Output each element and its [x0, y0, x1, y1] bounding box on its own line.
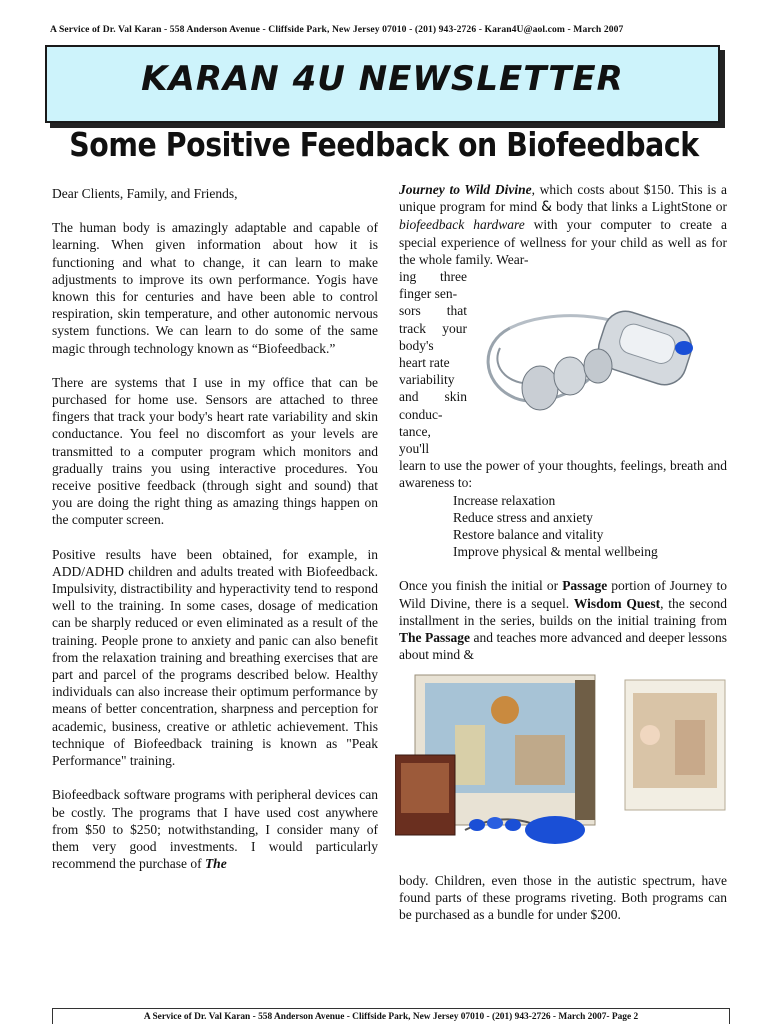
page-footer: [52, 1008, 730, 1024]
wild-divine-text-a: , which costs about $150. This is a unique program for mind: [399, 182, 727, 215]
footer-service-line: A Service of Dr. Val Karan - 558 Anderson Avenue - Cliffside Park, New Jersey 07010 - (201) 943-2726 - March 2007- Page 2: [143, 1012, 639, 1022]
wrap-line: conduc-: [399, 406, 443, 422]
lightstone-sensor-image: [470, 288, 726, 428]
left-column: [52, 185, 378, 889]
wrap-line: you'll: [399, 441, 430, 457]
masthead-title: KARAN 4U NEWSLETTER: [141, 59, 624, 99]
wrap-line: body's: [399, 337, 434, 353]
software-title-start: The: [204, 856, 227, 872]
paragraph-learn-power: learn to use the power of your thoughts, feelings, breath and awareness to:: [399, 458, 727, 491]
ampersand: &: [541, 199, 553, 216]
paragraph-home-systems: There are systems that I use in my office that can be purchased for home use. Sensors are attached to three fingers that track your body's heart rate variability and skin conductance. You feel no discomfort as your levels are transmitted to a computer program which monitors and gradually trains you using interactive procedures. You receive positive feedback (through sight and sound) that you are doing the right thing as amazing things happen on the computer screen.: [52, 374, 378, 528]
masthead-banner: [45, 45, 720, 123]
wrap-line: heart rate: [399, 355, 450, 371]
paragraph-body-adaptable: The human body is amazingly adaptable and capable of learning. When given information about how it is functioning and what to change, it can learn to make adjustments to improve its own performance. Yogis have known this for centuries and have been able to control respiration, skin temperature, and other autonomic nervous system functions. We can learn to do some of the same magic through technology known as “Biofeedback.”: [52, 220, 378, 356]
passage-term: Passage: [562, 578, 608, 594]
sequel-text-b: portion of Journey to Wild Divine, there is a sequel.: [399, 578, 727, 611]
wild-divine-text-c: with your computer to create a special experience of wellness for your child as well as for the whole family. Wear-: [399, 217, 727, 267]
list-item: Increase relaxation: [453, 492, 556, 508]
wrap-line: finger sen-: [399, 286, 458, 302]
paragraph-children-bundle: body. Children, even those in the autistic spectrum, have found parts of these programs riveting. Both programs can be purchased as a bundle for under $200.: [399, 873, 727, 923]
paragraph-software-costs: [52, 786, 378, 872]
sequel-text-c: , the second installment in the series, builds on the initial training from: [399, 595, 728, 628]
header-service-line: A Service of Dr. Val Karan - 558 Anderson Avenue - Cliffside Park, New Jersey 07010 - (201) 943-2726 - Karan4U@aol.com - March 2007: [50, 24, 624, 35]
title-journey-wild-divine: Journey to Wild Divine: [399, 182, 532, 197]
the-passage-term: The Passage: [399, 630, 471, 646]
right-column-bottom: [399, 872, 727, 941]
wrap-line: ing three: [399, 269, 467, 285]
wild-divine-product-image: [395, 665, 735, 865]
list-item: Reduce stress and anxiety: [453, 509, 593, 525]
list-item: Restore balance and vitality: [453, 527, 604, 543]
paragraph-sequel: [399, 577, 727, 663]
sequel-text-d: and teaches more advanced and deeper lessons about mind &: [399, 630, 727, 663]
wrap-line: tance,: [399, 423, 431, 439]
wrap-line: variability: [399, 372, 455, 388]
benefits-list: [399, 492, 727, 561]
paragraph-positive-results: Positive results have been obtained, for example, in ADD/ADHD children and adults treated with Biofeedback. Impulsivity, distractibility and hyperactivity tend to respond well to the training. In some cases, dosage of medication can be sharply reduced or even eliminated as a result of the training. People prone to anxiety and panic can also benefit from the relaxation training and breathing exercises that are part and parcel of the programs described below. Healthy individuals can also increase their optimum performance by means of better concentration, sharpness and perception for academic, business, creative or athletic achievement. This technique of Biofeedback training is known as "Peak Performance" training.: [52, 546, 378, 769]
salutation: Dear Clients, Family, and Friends,: [52, 186, 238, 201]
sequel-text-a: Once you finish the initial or: [399, 578, 563, 594]
wrap-line: and skin: [399, 389, 467, 405]
paragraph-wild-divine: [399, 181, 727, 268]
wrap-text-around-sensor: [399, 268, 467, 457]
wrap-line: sors that: [399, 303, 467, 319]
list-item: Improve physical & mental wellbeing: [453, 544, 658, 560]
biofeedback-hardware-term: biofeedback hardware: [399, 217, 525, 233]
right-column-top: [399, 181, 727, 680]
article-headline: Some Positive Feedback on Biofeedback: [69, 125, 699, 164]
wrap-line: track your: [399, 320, 467, 336]
software-costs-text: Biofeedback software programs with peripheral devices can be costly. The programs that I have used cost anywhere from $50 to $250; notwithstanding, I consider many of them very good investments. I would particularly recommend the purchase of: [52, 787, 378, 872]
wisdom-quest-term: Wisdom Quest: [573, 595, 661, 611]
wild-divine-text-b: body that links a LightStone or: [552, 199, 727, 215]
